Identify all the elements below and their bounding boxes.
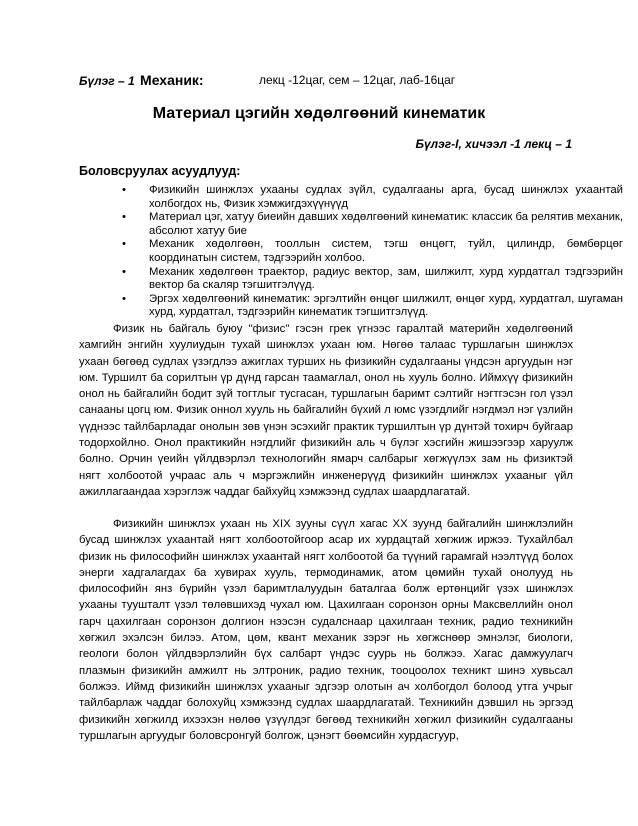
body-paragraph: Физик нь байгаль буюу "физис" гэсэн грек үгнээс гаралтай материйн хөдөлгөөний хамгийн энгийн хуулиудын тухай шинжлэх ухаан юм. Нөгөө талаас туршлагын шинжлэх ухаан бөгөөд судлах үзэгдлээ ажиглах турших нь физикийн судалгааны үндсэн аргуудын нэг юм. Туршилт ба сорилтын үр дүнд гарсан таамаглал, онол нь хууль болно. Иймхүү физикийн онол нь байгалийн бодит зүй тогтлыг тусгасан, туршлагын баримт сэлтийг нэгтгэсэн гол үзэл санааны цогц юм. Физик оннол хууль нь байгалийн бүхий л юмс үзэгдлийг нэгдмэл нэг үзлийн үүднээс тайлбарладаг онолын зөв үнэн эсэхийг практик туршилтын үр дүнтэй тохирч буйгаар тодорхойлно. Онол практикийн нэгдлийг физикийн аль ч бүлэг хэсгийн жишээгээр харуулж болно. Орчин үеийн үйлдвэрлэл технологийн ямарч салбарыг хөгжүүлэх зам нь физиктэй нягт холбоотой учраас аль ч мэргэжлийн инженерүүд физикийн шинжлэх ухааныг үйл ажиллагаандаа хэрэглэж чаддаг байхуйц хэмжээнд судлах шаардлагатай. [79, 323, 573, 498]
list-item: • Механик хөдөлгөөн, тооллын систем, тэгш өнцөгт, туйл, цилиндр, бөмбөрцөг координатын систем, тэдгээрийн холбоо. [149, 238, 623, 265]
chapter-header [79, 72, 579, 88]
lecture-reference: Бүлэг-I, хичээл -1 лекц – 1 [415, 137, 572, 151]
lecture-title: Материал цэгийн хөдөлгөөний кинематик [152, 105, 486, 122]
body-paragraph: Физикийн шинжлэх ухаан нь XIX зууны сүүл хагас XX зуунд байгалийн шинжлэлийн бусад шинжлэх ухаантай нягт холбоотойгоор асар их хурдацтай хөгжиж иржээ. Тухайлбал физик нь философийн шинжлэх ухаантай нягт холбоотой ба түүний гарамгай нээлтүүд болох энерги хадгалагдах ба хувирах хууль, термодинамик, атом цөмийн тухай онолууд нь философийн янз бүрийн үзэл баримтлалуудын баталгаа болж ертөнцийг үзэх шинжлэх ухааны туушталт үзэл төлөвшихэд чухал юм. Цахилгаан соронзон орны Максвеллийн онол гарч цахилгаан соронзон долгион нээсэн судалснаар цахилгаан техник, радио техникийн хөгжил эхэлсэн билээ. Атом, цөм, квант механик зэрэг нь хөгжснөөр эмнэлэг, биологи, геологи болон үйлдвэрлэлийн бүх салбарт үндэс суурь нь болжээ. Хагас дамжуулагч плазмын физикийн амжилт нь элтроник, радио техник, тооцоолох техникт шинэ хувьсал болжээ. Иймд физикийн шинжлэх ухааныг эдгээр олотын ач холбогдол болоод утга учрыг тайлбарлаж чаддаг болохуйц хэмжээнд судлах шаардлагатай. Техникийн дэвшил нь эргээд физикийн хөгжилд ихээхэн нөлөө үзүүлдэг бөгөөд техникийн хөгжил физикийн судалгааны туршлагын аргуудыг боловсронгуй болгож, цэнэгт бөөмсийн хурдасгуур, [79, 518, 573, 742]
list-item: • Эргэх хөдөлгөөний кинематик: эргэлтийн өнцөг шилжилт, өнцөг хурд, хурдатгал, шугаман хурд, хурдатгал, тэдгээрийн кинематик тэгшитгэлүүд. [149, 293, 623, 320]
subject-label: Механик: [140, 72, 204, 88]
list-item: • Материал цэг, хатуу биеийн давших хөдөлгөөний кинематик: классик ба релятив механик, абсолют хатуу бие [149, 211, 623, 238]
list-item: • Физикийн шинжлэх ухааны судлах зүйл, судалгааны арга, бусад шинжлэх ухаантай холбогдох нь, Физик хэмжигдэхүүнүүд [149, 184, 623, 211]
topic-list [101, 184, 623, 320]
chapter-label: Бүлэг – 1 [79, 74, 135, 88]
course-hours: лекц -12цаг, сем – 12цаг, лаб-16цаг [259, 73, 456, 87]
list-item: • Механик хөдөлгөөн траектор, радиус вектор, зам, шилжилт, хурд хурдатгал тэдгээрийн вектор ба скаляр тэгшитгэлүүд. [149, 266, 623, 293]
section-heading: Боловсруулах асуудлууд: [79, 164, 241, 178]
